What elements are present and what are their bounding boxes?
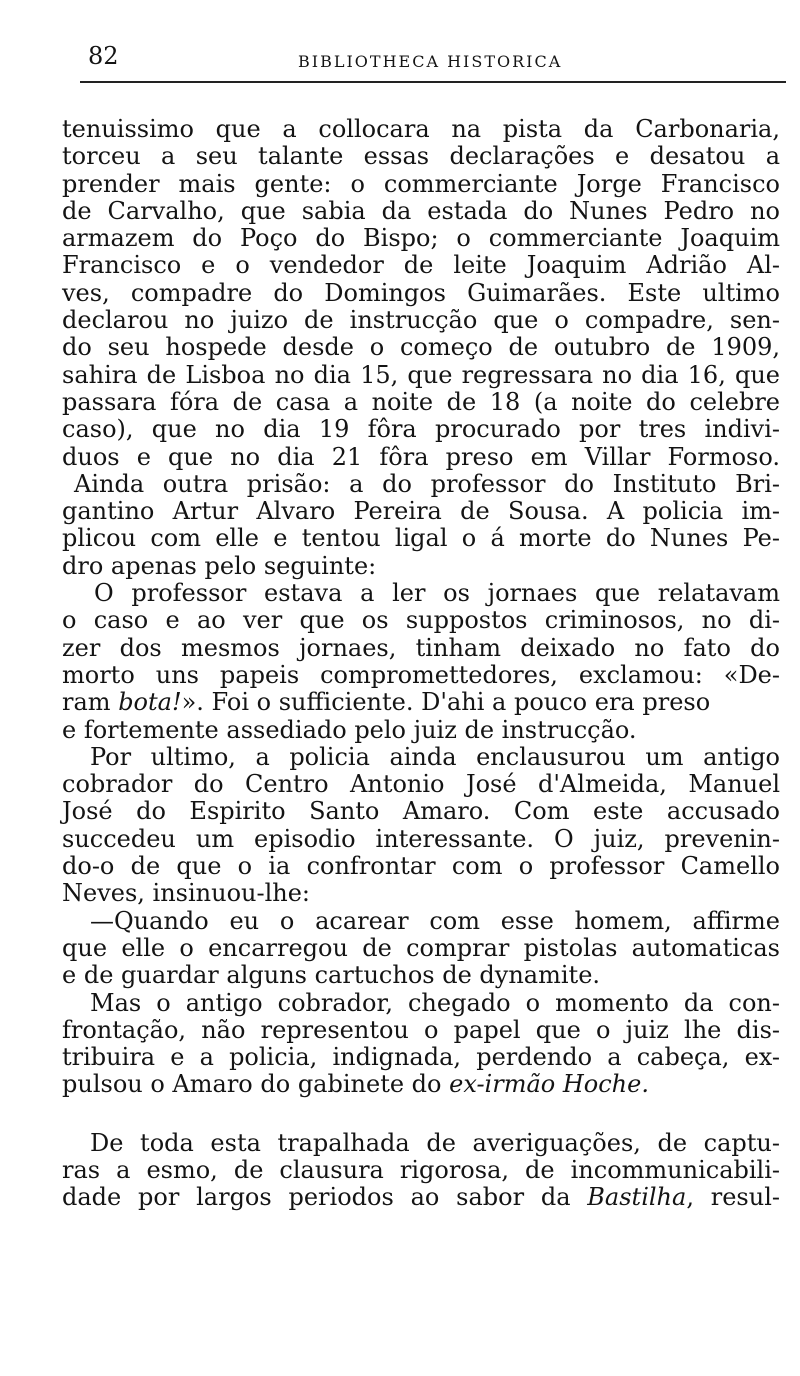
italic-run: Bastilha — [587, 1183, 687, 1212]
text-line: Mas o antigo cobrador, chegado o momento da con- — [90, 988, 780, 1017]
text-line: Por ultimo, a policia ainda enclausurou um antigo — [90, 742, 780, 771]
text-line: succedeu um episodio interessante. O juiz, prevenin- — [62, 824, 780, 853]
text-line — [62, 689, 780, 716]
text-line: ves, compadre do Domingos Guimarães. Este ultimo — [62, 278, 780, 307]
text-line: Francisco e o vendedor de leite Joaquim Adrião Al- — [62, 251, 780, 280]
body-text — [62, 116, 780, 1212]
text-line: Neves, insinuou-lhe: — [62, 879, 311, 908]
text-line: morto uns papeis compromettedores, exclamou: «De- — [62, 660, 780, 689]
paragraph-gap — [62, 1099, 780, 1130]
text-line: sahira de Lisboa no dia 15, que regressara no dia 16, que — [62, 360, 780, 389]
text-line: zer dos mesmos jornaes, tinham deixado no fato do — [62, 633, 780, 662]
text-run: ». Foi o sufficiente. D'ahi a pouco era preso — [181, 688, 711, 717]
text-line: do seu hospede desde o começo de outubro de 1909, — [62, 333, 780, 362]
page-header — [80, 42, 780, 78]
text-run: pulsou o Amaro do gabinete do — [62, 1070, 442, 1099]
text-line: De toda esta trapalhada de averiguações, de captu- — [90, 1128, 780, 1157]
text-line: e de guardar alguns cartuchos de dynamite. — [62, 961, 601, 990]
italic-run: ex-irmão Hoche. — [449, 1070, 649, 1099]
text-line: José do Espirito Santo Amaro. Com este accusado — [62, 797, 780, 826]
text-line — [62, 1184, 780, 1211]
text-line: frontação, não representou o papel que o juiz lhe dis- — [62, 1015, 780, 1044]
text-line: de Carvalho, que sabia da estada do Nunes Pedro no — [62, 196, 780, 225]
text-line: cobrador do Centro Antonio José d'Almeida, Manuel — [62, 770, 780, 799]
text-line: caso), que no dia 19 fôra procurado por tres indivi- — [62, 415, 780, 444]
page-number: 82 — [88, 42, 119, 70]
text-line: ras a esmo, de clausura rigorosa, de incommunicabili- — [62, 1155, 780, 1184]
running-title: BIBLIOTHECA HISTORICA — [298, 52, 563, 71]
text-line: plicou com elle e tentou ligal o á morte do Nunes Pe- — [62, 524, 780, 553]
text-line: o caso e ao ver que os suppostos criminosos, no di- — [62, 606, 780, 635]
text-run: , resul- — [686, 1183, 780, 1212]
header-rule — [80, 81, 786, 83]
text-line: tribuira e a policia, indignada, perdendo a cabeça, ex- — [62, 1043, 780, 1072]
text-line: do-o de que o ia confrontar com o professor Camello — [62, 852, 780, 881]
italic-run: bota! — [118, 688, 182, 717]
text-line: Ainda outra prisão: a do professor do Instituto Bri- — [74, 469, 780, 498]
text-line: duos e que no dia 21 fôra preso em Villar Formoso. — [62, 442, 780, 471]
text-line — [62, 1071, 780, 1098]
text-line: que elle o encarregou de comprar pistolas automaticas — [62, 933, 780, 962]
text-line: O professor estava a ler os jornaes que relatavam — [94, 579, 780, 608]
text-line: gantino Artur Alvaro Pereira de Sousa. A policia im- — [62, 497, 780, 526]
text-line: prender mais gente: o commerciante Jorge Francisco — [62, 169, 780, 198]
text-line: passara fóra de casa a noite de 18 (a noite do celebre — [62, 387, 780, 416]
text-run: dade por largos periodos ao sabor da — [62, 1183, 571, 1212]
text-line: —Quando eu o acarear com esse homem, affirme — [90, 906, 780, 935]
text-run: ram — [62, 688, 111, 717]
text-line: declarou no juizo de instrucção que o compadre, sen- — [62, 306, 780, 335]
text-line: torceu a seu talante essas declarações e desatou a — [62, 142, 780, 171]
text-line: tenuissimo que a collocara na pista da Carbonaria, — [62, 115, 780, 143]
text-line: e fortemente assediado pelo juiz de instrucção. — [62, 715, 637, 744]
text-line: armazem do Poço do Bispo; o commerciante Joaquim — [62, 224, 780, 253]
text-line: dro apenas pelo seguinte: — [62, 551, 377, 580]
